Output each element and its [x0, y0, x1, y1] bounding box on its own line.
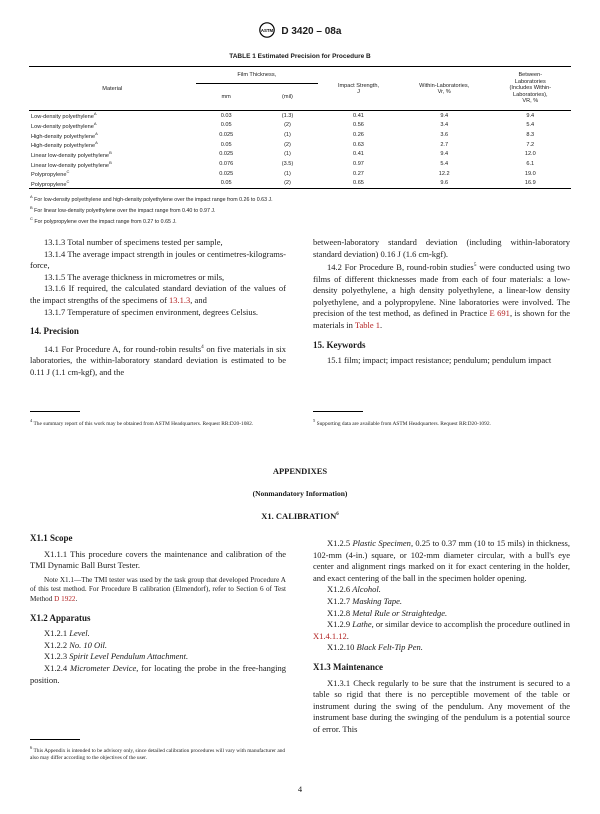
para-x1-2-5 [313, 538, 570, 584]
x1-2-6-num: X1.2.6 [327, 584, 353, 595]
mil-cell: (3.5) [281, 161, 294, 168]
para-x1-2-9 [313, 619, 570, 642]
designation: D 3420 – 08a [281, 26, 342, 37]
footnote-5 [313, 417, 570, 428]
note-x1-1-end: . [75, 594, 78, 603]
table-row [29, 169, 571, 179]
table-row [29, 140, 571, 150]
within-header-line1: Within-Laboratories, [419, 82, 470, 89]
table-footnote-mark: C [30, 216, 33, 222]
within-header-line2: Vr, % [437, 88, 451, 95]
para-13-1-7: 13.1.7 Temperature of specimen environment, degrees Celsius. [44, 306, 259, 317]
x1-2-7-num: X1.2.7 [327, 595, 353, 606]
para-14-1-continued: between-laboratory standard deviation (including within-laboratory standard deviation) 0.16 J (1.6 cm-kgf). [313, 237, 570, 259]
footnote-4 [30, 417, 286, 428]
link-d1922[interactable]: D 1922 [54, 594, 76, 603]
para-14-2 [313, 260, 570, 331]
x1-2-5-text: Plastic Specimen [352, 538, 411, 548]
impact-cell: 0.97 [353, 161, 364, 168]
footnote-rule-left [30, 411, 80, 412]
x1-2-10-text: Black Felt-Tip Pen. [356, 642, 423, 653]
para-x1-2-8 [313, 608, 570, 620]
para-14-1-rest: on five materials in six laboratories, the within-laboratory standard deviation is estimated to be 0.11 J (1.1 cm-kgf), and the [30, 343, 286, 377]
impact-header-line2: J [357, 88, 360, 95]
footnote-4-mark: 4 [30, 418, 33, 423]
mm-cell: 0.03 [220, 112, 232, 119]
within-cell: 9.6 [440, 180, 449, 187]
mil-cell: (2) [284, 122, 291, 129]
footnote-5-mark: 5 [313, 418, 316, 423]
between-cell: 5.4 [526, 122, 535, 129]
para-13-1-3: 13.1.3 Total number of specimens tested per sample, [44, 237, 223, 247]
impact-cell: 0.63 [353, 141, 364, 148]
footnote-5-text: Supporting data are available from ASTM Headquarters. Request RR:D20-1092. [316, 420, 491, 427]
material-cell [29, 140, 196, 150]
x1-1-heading: X1.1 Scope [30, 533, 73, 543]
x1-2-7-text: Masking Tape. [352, 595, 403, 606]
x1-2-6-text: Alcohol. [352, 584, 381, 595]
para-x1-2-4 [30, 663, 286, 686]
col-header-mm: mm [221, 94, 231, 100]
material-cell [29, 150, 196, 160]
mm-cell: 0.05 [220, 180, 232, 187]
impact-cell: 0.56 [353, 122, 364, 129]
material-cell [29, 111, 196, 121]
link-table-1[interactable]: Table 1 [354, 319, 381, 330]
para-13-1-6-text: 13.1.6 If required, the calculated standard deviation of the values of the impact strengths of the specimens of [30, 283, 286, 305]
between-header-line5: VR, % [522, 98, 539, 105]
note-x1-1-text: Note X1.1—The TMI tester was used by the task group that developed Procedure A of this test method. For Procedure B calibration (Elmendorf), refer to Section 6 of Test Method [30, 575, 286, 603]
mm-cell: 0.025 [219, 170, 234, 177]
x1-2-4-rest: , for locating the probe in the free-hanging position. [30, 662, 286, 685]
col-header-mil: (mil) [282, 94, 293, 100]
x1-2-9-rest: , or similar device to accomplish the procedure outlined in [371, 619, 570, 630]
col-header-material: Material [29, 67, 196, 111]
material-name: High-density polyethylene [31, 133, 96, 140]
material-footnote-mark: B [109, 149, 112, 155]
precision-table [29, 66, 571, 189]
x1-2-1-text: Level. [69, 628, 90, 639]
x1-2-9-end: . [346, 630, 349, 641]
table-footnote-text: For low-density polyethylene and high-density polyethylene over the impact range from 0.26 to 0.63 J. [34, 196, 273, 203]
between-cell: 16.9 [524, 180, 536, 187]
para-x1-2-7 [313, 596, 570, 608]
within-cell: 5.4 [440, 161, 449, 168]
para-14-1 [30, 342, 286, 379]
para-14-2-end: . [380, 319, 383, 330]
x1-2-5-num: X1.2.5 [327, 538, 353, 548]
material-name: High-density polyethylene [31, 143, 96, 150]
page-header [0, 22, 600, 41]
between-cell: 7.2 [526, 141, 535, 148]
x1-title-text: X1. CALIBRATION [261, 511, 337, 521]
between-cell: 19.0 [524, 170, 536, 177]
x1-2-3-num: X1.2.3 [44, 651, 70, 662]
material-name: Linear low-density polyethylene [31, 152, 110, 159]
table-footnote [30, 193, 570, 204]
para-x1-2-10 [313, 642, 570, 654]
appendix-title: APPENDIXES [272, 466, 328, 476]
material-cell [29, 130, 196, 140]
mil-cell: (1) [284, 151, 291, 158]
material-name: Low-density polyethylene [31, 123, 94, 130]
material-footnote-mark: C [66, 178, 70, 184]
section-15-heading: 15. Keywords [313, 339, 366, 350]
within-cell: 12.2 [438, 170, 450, 177]
x1-right-column [313, 538, 570, 736]
col-header-within [399, 67, 490, 111]
table-row [29, 159, 571, 169]
between-header-line4: Laboratories), [513, 91, 548, 98]
material-footnote-mark: A [93, 111, 97, 117]
x1-2-2-num: X1.2.2 [44, 639, 70, 650]
material-name: Linear low-density polyethylene [31, 162, 110, 169]
within-cell: 9.4 [440, 112, 449, 119]
footnote-6-mark: 6 [30, 745, 33, 750]
footnote-6-text: This Appendix is intended to be advisory only, since detailed calibration procedures will vary with manufacturer and also may differ according to the objectives of the user. [30, 747, 286, 762]
between-cell: 8.3 [526, 132, 535, 139]
x1-2-4-text: Micrometer Device [70, 662, 137, 673]
link-13-1-3[interactable]: 13.1.3 [169, 294, 191, 305]
between-cell: 12.0 [524, 151, 536, 158]
col-header-between [490, 67, 571, 111]
col-header-impact [318, 67, 399, 111]
within-cell: 2.7 [440, 141, 449, 148]
mil-cell: (1) [284, 170, 291, 177]
material-cell [29, 121, 196, 131]
table-footnote-mark: B [30, 205, 33, 211]
x1-title [0, 511, 600, 521]
table-footnote-text: For linear low-density polyethylene over the impact range from 0.40 to 0.97 J. [34, 207, 216, 214]
para-x1-2-6 [313, 584, 570, 596]
page-number: 4 [297, 784, 303, 794]
para-13-1-6-end: , and [190, 294, 207, 305]
footnote-4-text: The summary report of this work may be obtained from ASTM Headquarters. Request RR:D20-1082. [33, 420, 254, 427]
x1-2-1-num: X1.2.1 [44, 628, 70, 639]
material-name: Polypropylene [31, 172, 67, 179]
footnote-rule-right [313, 411, 363, 412]
footnote-ref-6[interactable]: 6 [336, 512, 339, 518]
link-e691[interactable]: E 691 [489, 308, 510, 319]
between-header-line3: (Includes Within- [509, 85, 552, 92]
table-footnotes [30, 193, 570, 227]
x1-2-9-text: Lathe [352, 619, 372, 630]
table-row [29, 111, 571, 121]
para-x1-2-3 [30, 651, 286, 663]
material-cell [29, 169, 196, 179]
mil-cell: (2) [284, 180, 291, 187]
impact-header-line1: Impact Strength, [337, 82, 379, 89]
material-footnote-mark: C [66, 169, 70, 175]
x1-2-10-num: X1.2.10 [327, 642, 357, 653]
impact-cell: 0.26 [353, 132, 364, 139]
material-cell [29, 178, 196, 188]
appendix-subtitle: (Nonmandatory Information) [252, 489, 348, 498]
mm-cell: 0.076 [219, 161, 234, 168]
mil-cell: (2) [284, 141, 291, 148]
para-13-1-5: 13.1.5 The average thickness in micrometres or mils, [44, 271, 225, 282]
footnote-ref-4[interactable]: 4 [201, 343, 204, 350]
svg-text:ASTM: ASTM [260, 28, 273, 33]
link-x1-4-1-12[interactable]: X1.4.1.12 [313, 630, 347, 641]
between-header-line1: Between- [518, 72, 543, 79]
material-footnote-mark: A [95, 130, 98, 136]
x1-2-9-num: X1.2.9 [327, 619, 353, 630]
material-name: Low-density polyethylene [31, 114, 94, 121]
table-footnote [30, 204, 570, 215]
footnote-ref-5[interactable]: 5 [473, 262, 477, 269]
note-x1-1 [30, 576, 286, 605]
material-footnote-mark: A [93, 121, 97, 127]
para-14-2-body: were conducted using two films of different thicknesses made from each of four materials: a low-density polyethylene, a high density polyethylene, a linear-low density polyethylene, and a polypropylene. Nine laboratories were involved. The precision of the test method, as defined in Practice [313, 262, 570, 319]
astm-logo-icon [259, 22, 275, 41]
material-footnote-mark: A [95, 140, 98, 146]
table-footnote-text: For polypropylene over the impact range from 0.27 to 0.65 J. [34, 219, 177, 226]
para-x1-1-1: X1.1.1 This procedure covers the maintenance and calibration of the TMI Dynamic Ball Burst Tester. [30, 548, 286, 571]
para-x1-2-2 [30, 640, 286, 652]
within-cell: 3.4 [440, 122, 449, 129]
para-14-1-text: 14.1 For Procedure A, for round-robin results [44, 343, 202, 354]
material-footnote-mark: B [109, 159, 112, 165]
table-title: TABLE 1 Estimated Precision for Procedure B [229, 53, 371, 60]
para-x1-2-1 [30, 628, 286, 640]
mm-cell: 0.05 [220, 141, 232, 148]
mm-cell: 0.05 [220, 122, 232, 129]
table-footnote-mark: A [30, 194, 33, 199]
table-row [29, 178, 571, 188]
col-header-film: Film Thickness, [196, 67, 319, 84]
impact-cell: 0.27 [353, 170, 364, 177]
mm-cell: 0.025 [219, 132, 234, 139]
para-14-2-text: 14.2 For Procedure B, round-robin studies [327, 262, 474, 273]
x1-left-column [30, 531, 286, 686]
x1-2-3-text: Spirit Level Pendulum Attachment. [69, 651, 189, 662]
para-13-1-4: 13.1.4 The average impact strength in joules or centimetres-kilograms-force, [30, 248, 286, 271]
within-cell: 9.4 [440, 151, 449, 158]
table-footnote [30, 215, 570, 226]
x1-2-8-text: Metal Rule or Straightedge. [352, 607, 448, 618]
impact-cell: 0.65 [353, 180, 364, 187]
footnote-rule-x1 [30, 739, 80, 740]
material-name: Polypropylene [31, 181, 67, 188]
right-column [313, 237, 570, 367]
impact-cell: 0.41 [353, 151, 364, 158]
x1-2-8-num: X1.2.8 [327, 607, 353, 618]
material-cell [29, 159, 196, 169]
left-column [30, 237, 286, 378]
footnote-6 [30, 744, 286, 762]
mil-cell: (1) [284, 132, 291, 139]
table-row [29, 121, 571, 131]
between-cell: 6.1 [526, 161, 535, 168]
impact-cell: 0.41 [353, 112, 364, 119]
para-14-2-mid: , is shown for the materials in [313, 308, 570, 330]
table-row [29, 130, 571, 140]
between-cell: 9.4 [526, 112, 535, 119]
within-cell: 3.6 [440, 132, 449, 139]
x1-2-heading: X1.2 Apparatus [30, 612, 91, 623]
table-row [29, 150, 571, 160]
between-header-line2: Laboratories [514, 78, 546, 85]
x1-3-heading: X1.3 Maintenance [313, 661, 383, 672]
para-15-1: 15.1 film; impact; impact resistance; pendulum; pendulum impact [327, 355, 552, 366]
x1-2-4-num: X1.2.4 [44, 662, 71, 673]
section-14-heading: 14. Precision [30, 326, 79, 337]
x1-2-5-rest: , 0.25 to 0.37 mm (10 to 15 mils) in thickness, 102-mm (4-in.) square, or 102-mm diameter circular, with a bull's eye center and alignment rings marked on it for exact centering in the holder, and exact centering of the ball in the specimen holder opening. [313, 538, 570, 583]
mil-cell: (1.3) [281, 112, 294, 119]
para-x1-3-1: X1.3.1 Check regularly to be sure that the instrument is secured to a table so rigid that there is no perceptible movement of the table or instrument during the swing of the pendulum. Any movement of the instrument base during the swinging of the pendulum is a potential source of error. This [313, 677, 570, 734]
para-13-1-6 [30, 283, 286, 306]
x1-2-2-text: No. 10 Oil. [69, 639, 108, 650]
mm-cell: 0.025 [219, 151, 234, 158]
